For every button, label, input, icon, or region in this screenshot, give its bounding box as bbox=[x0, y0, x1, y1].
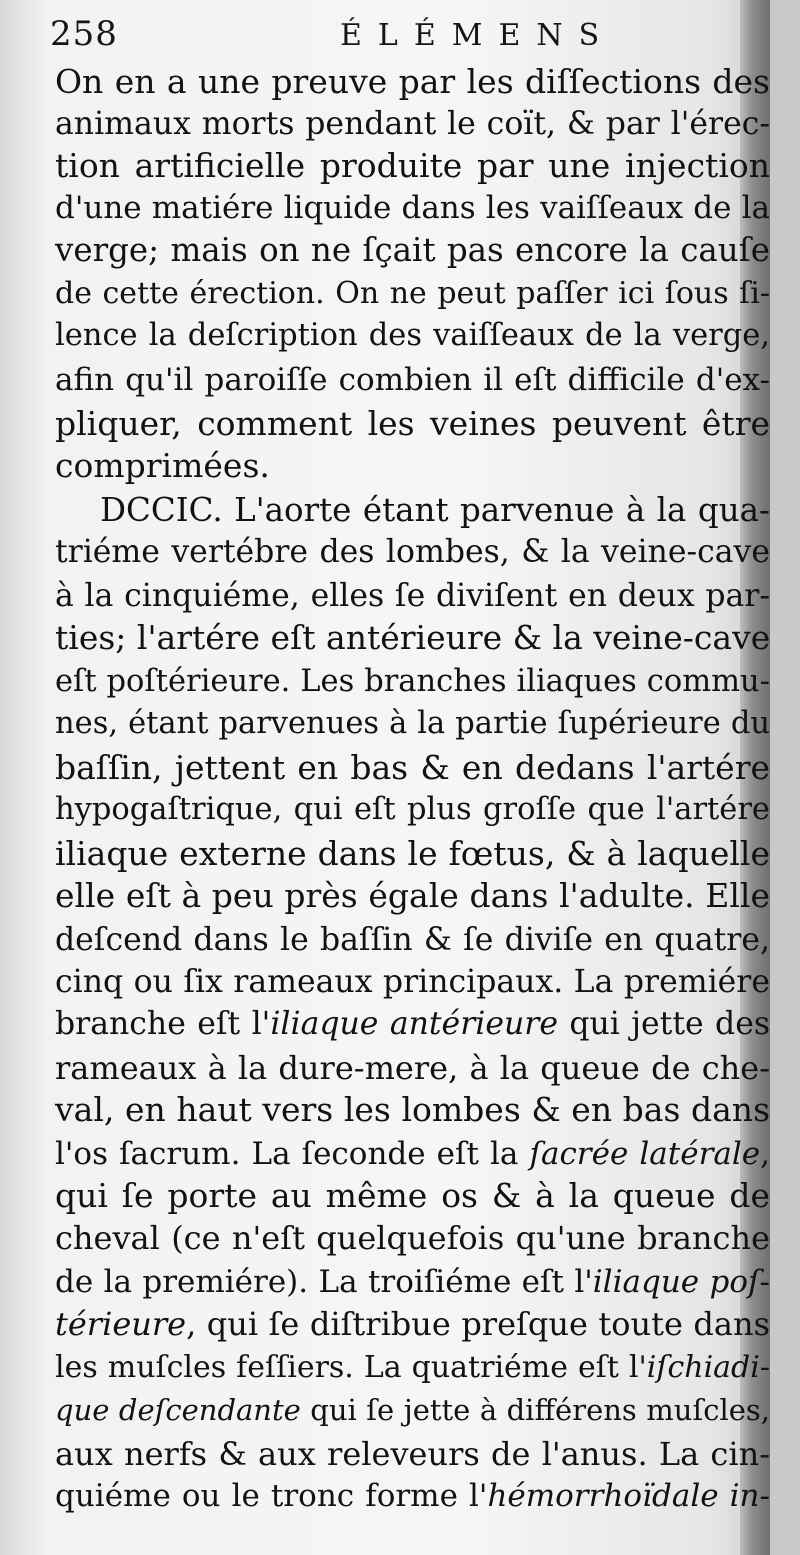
text-line: que deſcendante qui ſe jette à différens muſcles, bbox=[55, 1393, 770, 1427]
text-line: de la premiére). La troiſiéme eſt l'iliaque poſ- bbox=[55, 1264, 770, 1300]
text-line: elle eſt à peu près égale dans l'adulte. Elle bbox=[55, 876, 770, 915]
page-header bbox=[50, 14, 750, 60]
text-line: On en a une preuve par les diſſections des bbox=[55, 62, 770, 101]
text-line: baſſin, jettent en bas & en dedans l'artére bbox=[55, 748, 770, 787]
text-line: quiéme ou le tronc forme l'hémorrhoïdale in- bbox=[55, 1478, 770, 1514]
text-line: pliquer, comment les veines peuvent être bbox=[55, 404, 770, 443]
text-line: de cette érection. On ne peut paſſer ici ſous ſi- bbox=[55, 276, 770, 311]
text-line: triéme vertébre des lombes, & la veine-cave bbox=[55, 534, 770, 570]
text-line: lence la deſcription des vaiſſeaux de la verge, bbox=[55, 318, 770, 353]
text-line: cinq ou ſix rameaux principaux. La premiére bbox=[55, 964, 770, 1000]
text-line: aux nerfs & aux releveurs de l'anus. La cin- bbox=[55, 1435, 770, 1473]
text-line: tion artificielle produite par une injection bbox=[55, 146, 770, 185]
text-line: hypogaſtrique, qui eſt plus groſſe que l'artére bbox=[55, 792, 770, 827]
text-line: nes, étant parvenues à la partie ſupérieure du bbox=[55, 706, 770, 741]
text-line: branche eſt l'iliaque antérieure qui jette des bbox=[55, 1006, 770, 1042]
text-line: deſcend dans le baſſin & ſe diviſe en quatre, bbox=[55, 922, 770, 958]
paragraph-start-line: DCCIC. L'aorte étant parvenue à la qua- bbox=[100, 491, 770, 529]
text-line: les muſcles feſſiers. La quatriéme eſt l'iſchiadi- bbox=[55, 1350, 770, 1385]
text-line: térieure, qui ſe diſtribue preſque toute dans bbox=[55, 1305, 770, 1343]
text-line: eſt poſtérieure. Les branches iliaques commu- bbox=[55, 664, 770, 699]
text-line: val, en haut vers les lombes & en bas dans bbox=[55, 1090, 770, 1129]
text-line: iliaque externe dans le fœtus, & à laquelle bbox=[55, 834, 770, 873]
text-line: cheval (ce n'eſt quelquefois qu'une branche bbox=[55, 1219, 770, 1257]
text-line: comprimées. bbox=[55, 446, 270, 485]
text-line: d'une matiére liquide dans les vaiſſeaux de la bbox=[55, 190, 770, 226]
text-line: afin qu'il paroiſſe combien il eſt difficile d'ex- bbox=[55, 362, 770, 398]
page-number: 258 bbox=[50, 14, 118, 54]
text-line: qui ſe porte au même os & à la queue de bbox=[55, 1176, 770, 1215]
text-line: animaux morts pendant le coït, & par l'érec- bbox=[55, 106, 770, 142]
running-title: ÉLÉMENS bbox=[340, 18, 616, 53]
text-line: rameaux à la dure-mere, à la queue de che- bbox=[55, 1049, 770, 1087]
text-line: l'os ſacrum. La ſeconde eſt la ſacrée latérale, bbox=[55, 1136, 770, 1172]
text-line: ties; l'artére eſt antérieure & la veine-cave bbox=[55, 618, 770, 657]
text-line: à la cinquiéme, elles ſe diviſent en deux par- bbox=[55, 578, 770, 614]
text-line: verge; mais on ne ſçait pas encore la cauſe bbox=[55, 231, 770, 269]
